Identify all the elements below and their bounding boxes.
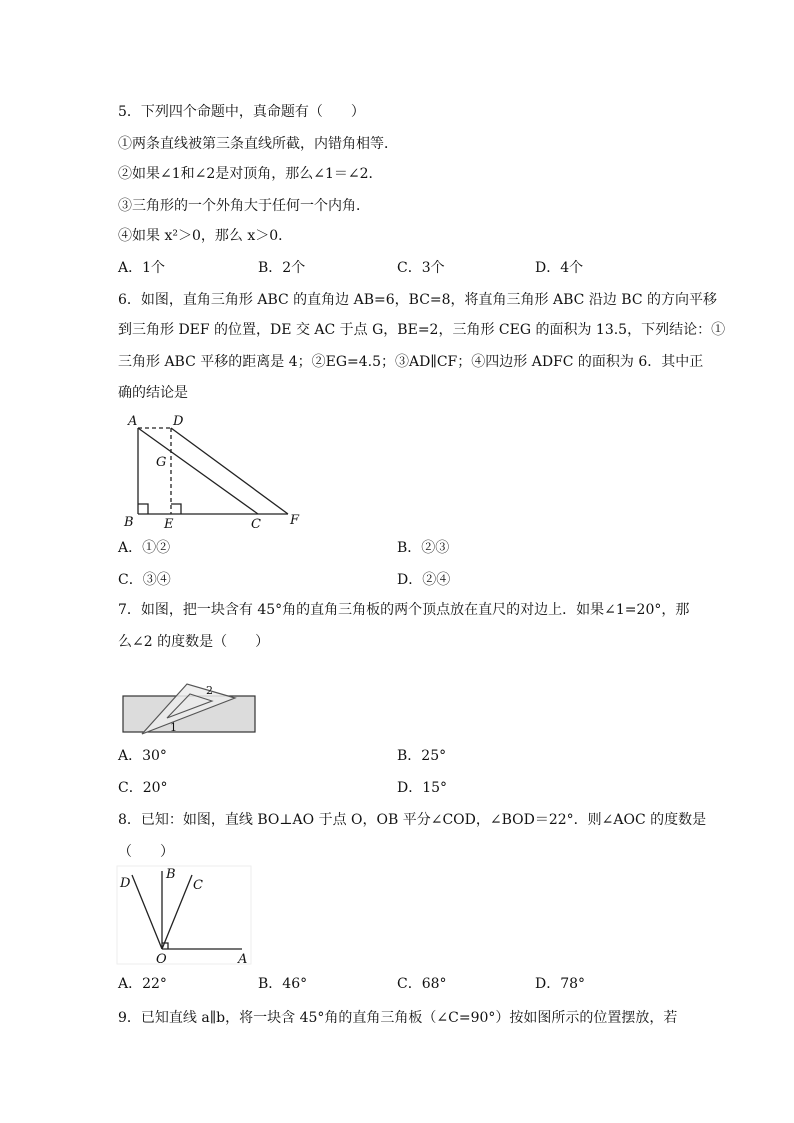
angle-1-label: 1 (170, 721, 177, 734)
label-b: B (124, 515, 134, 530)
q8-line-1: 8．已知：如图，直线 BO⊥AO 于点 O，OB 平分∠COD，∠BOD＝22°．则∠AOC 的度数是 (118, 812, 707, 828)
q7-line-1: 7．如图，把一块含有 45°角的直角三角板的两个顶点放在直尺的对边上．如果∠1=20°，那 (118, 602, 690, 618)
q5-statement-2: ②如果∠1和∠2是对顶角，那么∠1＝∠2． (118, 166, 383, 182)
label-f: F (290, 513, 300, 528)
q8-option-a: A．22° (118, 976, 167, 992)
label-c: C (193, 878, 203, 893)
q9-line-1: 9．已知直线 a∥b，将一块含 45°角的直角三角板（∠C=90°）按如图所示的位置摆放，若 (118, 1010, 678, 1026)
label-a: A (238, 952, 248, 967)
label-c: C (251, 517, 261, 532)
q6-option-d: D．②④ (397, 572, 451, 588)
q8-option-c: C．68° (397, 976, 447, 992)
q5-statement-1: ①两条直线被第三条直线所截，内错角相等． (118, 136, 398, 152)
q5-statement-3: ③三角形的一个外角大于任何一个内角． (118, 198, 370, 214)
q5-title: 5．下列四个命题中，真命题有（ ） (118, 104, 365, 120)
q6-line-4: 确的结论是 (118, 385, 188, 401)
label-o: O (156, 952, 167, 967)
q8-option-b: B．46° (258, 976, 308, 992)
q8-line-2: （ ） (118, 844, 174, 860)
q5-option-d: D．4个 (535, 260, 584, 276)
q6-option-b: B．②③ (397, 540, 450, 556)
q6-option-c: C．③④ (118, 572, 171, 588)
q6-option-a: A．①② (118, 540, 171, 556)
q6-line-3: 三角形 ABC 平移的距离是 4；②EG=4.5；③AD∥CF；④四边形 ADFC 的面积为 6．其中正 (118, 354, 704, 370)
label-a: A (128, 414, 138, 429)
q7-line-2: 么∠2 的度数是（ ） (118, 634, 270, 650)
q7-option-b: B．25° (397, 748, 447, 764)
q7-option-a: A．30° (118, 748, 167, 764)
q8-option-d: D．78° (535, 976, 586, 992)
label-e: E (164, 517, 174, 532)
q7-ruler-triangle-figure (118, 672, 263, 738)
q7-option-c: C．20° (118, 780, 168, 796)
q6-triangle-figure (118, 410, 318, 535)
label-b: B (166, 867, 176, 882)
label-g: G (156, 455, 167, 470)
q6-line-1: 6．如图，直角三角形 ABC 的直角边 AB=6，BC=8，将直角三角形 ABC 沿边 BC 的方向平移 (118, 292, 717, 308)
q5-option-c: C．3个 (397, 260, 445, 276)
q5-option-a: A．1个 (118, 260, 166, 276)
label-d: D (120, 876, 131, 891)
q5-statement-4: ④如果 x²＞0，那么 x＞0． (118, 228, 293, 244)
q7-option-d: D．15° (397, 780, 448, 796)
q6-line-2: 到三角形 DEF 的位置，DE 交 AC 于点 G，BE=2，三角形 CEG 的面积为 13.5，下列结论：① (118, 322, 726, 338)
q5-option-b: B．2个 (258, 260, 306, 276)
angle-2-label: 2 (206, 684, 213, 697)
label-d: D (173, 414, 184, 429)
q8-angle-figure (114, 865, 254, 967)
